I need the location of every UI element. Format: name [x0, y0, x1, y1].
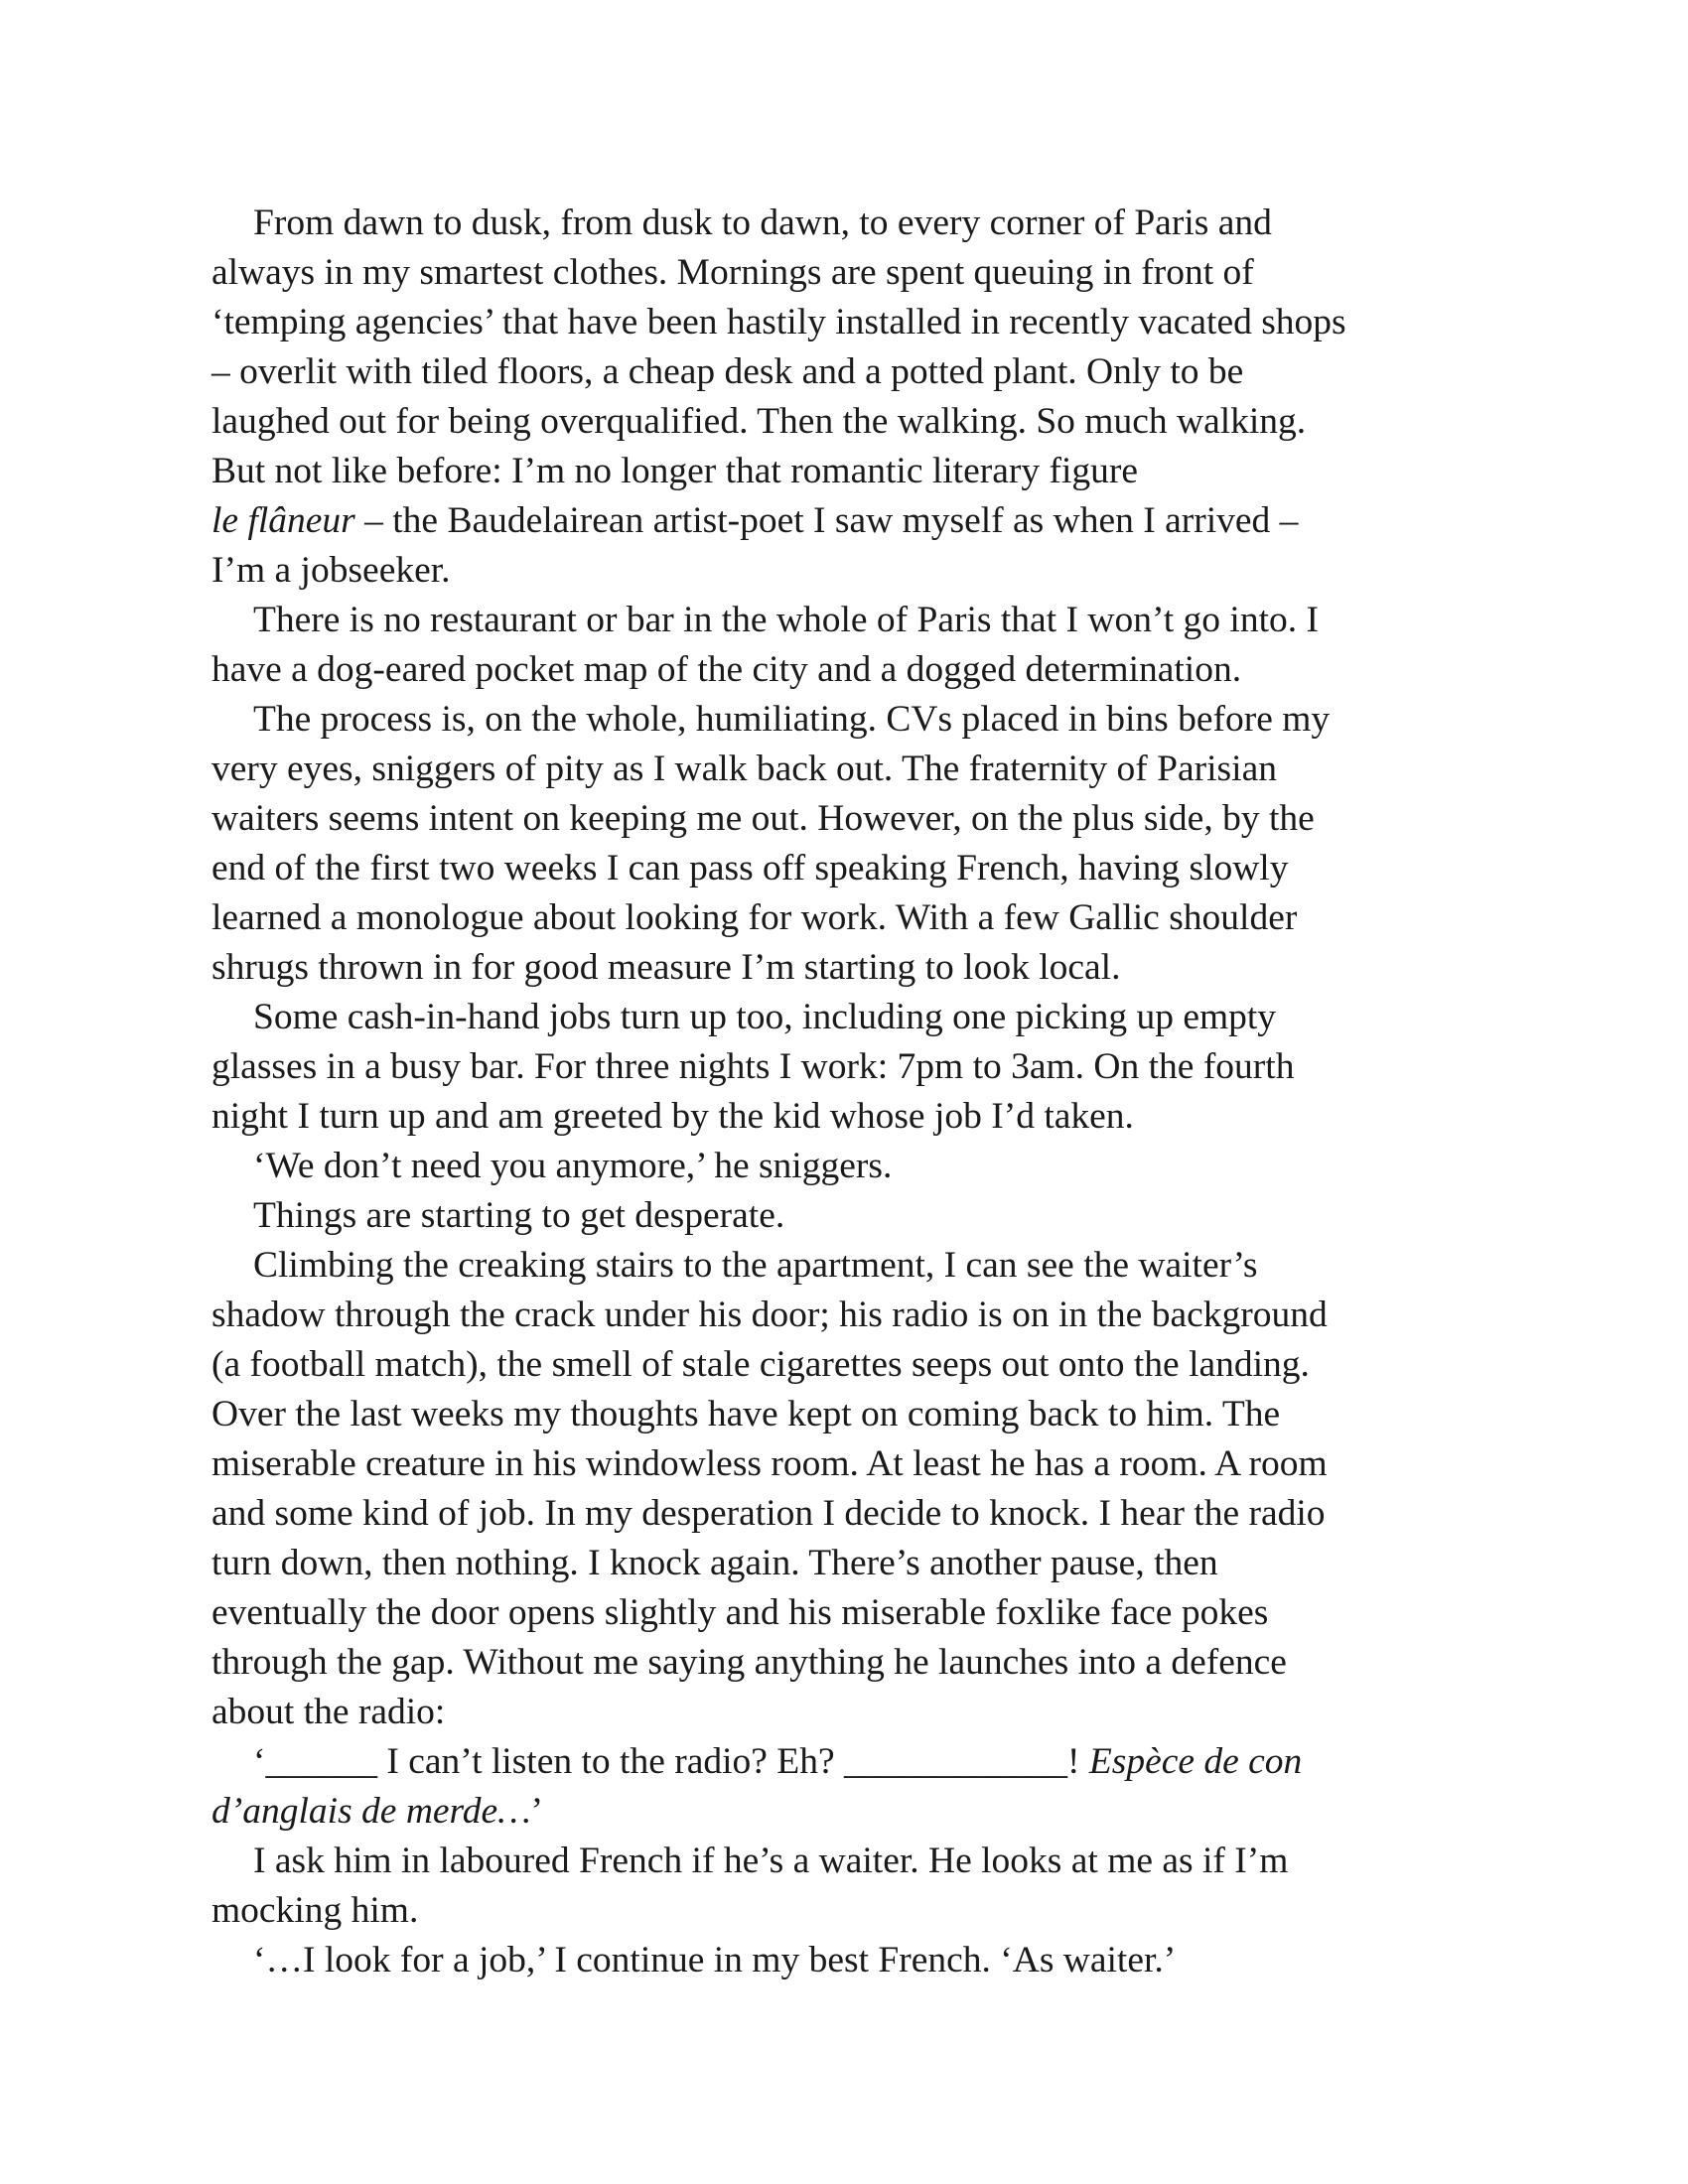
body-text	[211, 199, 1502, 1985]
paragraph-1-line-3: ‘temping agencies’ that have been hastily installed in recently vacated shops	[211, 302, 1346, 342]
paragraph-1-line-2: always in my smartest clothes. Mornings are spent queuing in front of	[211, 252, 1254, 293]
paragraph-9-line-2: mocking him.	[211, 1890, 419, 1931]
paragraph-8-line-1	[211, 1737, 1502, 1787]
paragraph-1-line-7	[211, 496, 1502, 546]
paragraph-4-line-3: night I turn up and am greeted by the kid whose job I’d taken.	[211, 1096, 1134, 1137]
paragraph-1-line-7-rest: – the Baudelairean artist-poet I saw myself as when I arrived –	[354, 500, 1299, 541]
paragraph-7-line-7: turn down, then nothing. I knock again. There’s another pause, then	[211, 1543, 1218, 1583]
paragraph-1-line-1: From dawn to dusk, from dusk to dawn, to every corner of Paris and	[253, 203, 1272, 243]
paragraph-7-line-3: (a football match), the smell of stale cigarettes seeps out onto the landing.	[211, 1344, 1310, 1385]
paragraph-2-line-2: have a dog-eared pocket map of the city and a dogged determination.	[211, 649, 1242, 690]
paragraph-8-line-2-rest: ’	[530, 1791, 543, 1832]
paragraph-9-line-1: I ask him in laboured French if he’s a waiter. He looks at me as if I’m	[253, 1841, 1289, 1881]
paragraph-6-line-1: Things are starting to get desperate.	[253, 1195, 785, 1236]
paragraph-8-line-1-start: ‘______ I can’t listen to the radio? Eh? ____________!	[253, 1741, 1089, 1782]
paragraph-3-line-6: shrugs thrown in for good measure I’m starting to look local.	[211, 947, 1121, 988]
paragraph-7-line-5: miserable creature in his windowless room. At least he has a room. A room	[211, 1443, 1328, 1484]
paragraph-3-line-4: end of the first two weeks I can pass off speaking French, having slowly	[211, 848, 1289, 888]
paragraph-1-line-6: But not like before: I’m no longer that romantic literary figure	[211, 451, 1139, 491]
paragraph-7-line-6: and some kind of job. In my desperation I decide to knock. I hear the radio	[211, 1493, 1326, 1534]
paragraph-7-line-4: Over the last weeks my thoughts have kept on coming back to him. The	[211, 1394, 1281, 1434]
paragraph-7-line-8: eventually the door opens slightly and his miserable foxlike face pokes	[211, 1592, 1269, 1633]
paragraph-3-line-5: learned a monologue about looking for work. With a few Gallic shoulder	[211, 897, 1298, 938]
paragraph-7-line-1: Climbing the creaking stairs to the apartment, I can see the waiter’s	[253, 1245, 1258, 1286]
paragraph-4-line-2: glasses in a busy bar. For three nights I work: 7pm to 3am. On the fourth	[211, 1046, 1295, 1087]
paragraph-7-line-2: shadow through the crack under his door; his radio is on in the background	[211, 1295, 1328, 1335]
italic-french-insult-2: d’anglais de merde…	[211, 1791, 531, 1832]
italic-french-insult-1: Espèce de con	[1088, 1741, 1303, 1782]
paragraph-7-line-10: about the radio:	[211, 1692, 446, 1732]
paragraph-1-line-5: laughed out for being overqualified. Then the walking. So much walking.	[211, 401, 1307, 442]
paragraph-4-line-1: Some cash-in-hand jobs turn up too, including one picking up empty	[253, 997, 1277, 1037]
paragraph-3-line-3: waiters seems intent on keeping me out. However, on the plus side, by the	[211, 798, 1315, 839]
paragraph-3-line-2: very eyes, sniggers of pity as I walk back out. The fraternity of Parisian	[211, 749, 1277, 789]
paragraph-10-line-1: ‘…I look for a job,’ I continue in my best French. ‘As waiter.’	[253, 1940, 1177, 1980]
paragraph-8-line-2	[211, 1787, 1502, 1837]
italic-le-flaneur: le flâneur	[211, 500, 355, 541]
paragraph-3-line-1: The process is, on the whole, humiliating. CVs placed in bins before my	[253, 699, 1331, 740]
paragraph-7-line-9: through the gap. Without me saying anything he launches into a defence	[211, 1642, 1287, 1683]
paragraph-1-line-8: I’m a jobseeker.	[211, 550, 451, 591]
paragraph-1-line-4: – overlit with tiled floors, a cheap desk and a potted plant. Only to be	[211, 351, 1244, 392]
paragraph-2-line-1: There is no restaurant or bar in the whole of Paris that I won’t go into. I	[253, 600, 1319, 640]
paragraph-5-line-1: ‘We don’t need you anymore,’ he sniggers.	[253, 1146, 893, 1186]
